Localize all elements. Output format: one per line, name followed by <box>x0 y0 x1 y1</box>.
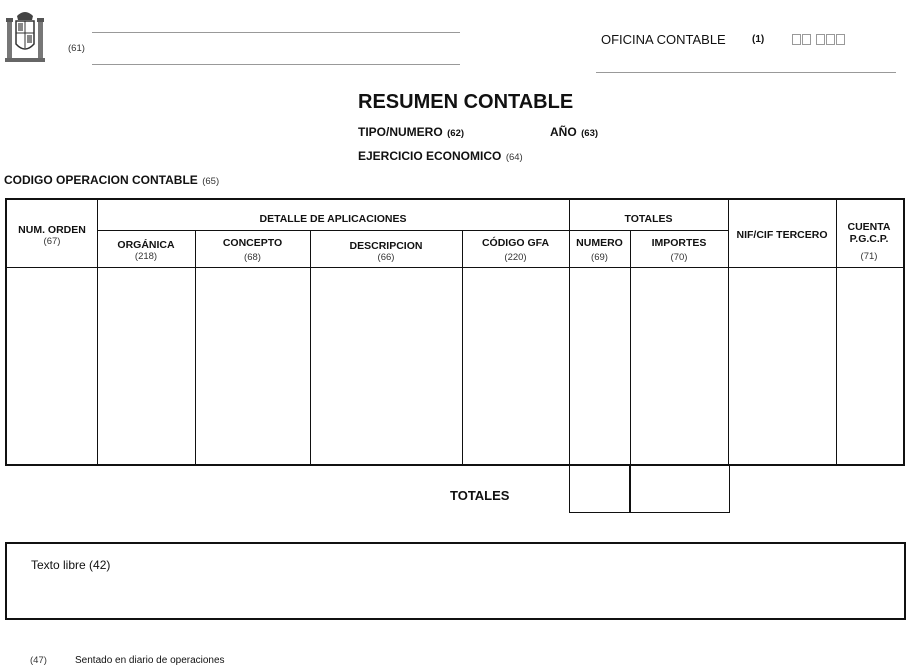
header-line-1 <box>92 32 460 33</box>
header-totales: TOTALES <box>624 213 673 225</box>
ejercicio-label: EJERCICIO ECONOMICO <box>358 149 502 163</box>
header-numero: NUMERO (69) <box>576 237 623 263</box>
header-cuenta: CUENTA P.G.C.P. (71) <box>847 221 891 262</box>
tipo-numero-label: TIPO/NUMERO <box>358 125 443 139</box>
header-descripcion: DESCRIPCION (66) <box>349 240 423 263</box>
header-sub-divider <box>97 230 728 231</box>
oficina-code-boxes[interactable] <box>792 32 846 50</box>
header-line-2 <box>92 64 460 65</box>
footer-ref: (47) <box>30 655 47 666</box>
ejercicio-ref: (64) <box>505 152 523 163</box>
totales-label: TOTALES <box>450 488 510 503</box>
footer-text: Sentado en diario de operaciones <box>75 655 225 666</box>
page-title: RESUMEN CONTABLE <box>358 91 574 113</box>
header-num-orden: NUM. ORDEN (67) <box>18 224 86 247</box>
codigo-operacion-label: CODIGO OPERACION CONTABLE <box>4 173 198 187</box>
oficina-line <box>596 72 896 73</box>
ejercicio-field <box>358 147 523 165</box>
header-organica: ORGÁNICA (218) <box>117 239 175 262</box>
codigo-operacion-field <box>4 171 219 189</box>
total-importes-cell[interactable] <box>629 464 730 513</box>
anio-ref: (63) <box>581 128 599 139</box>
header-concepto: CONCEPTO (68) <box>222 237 283 263</box>
coat-of-arms-logo <box>5 8 45 66</box>
oficina-ref: (1) <box>752 34 765 45</box>
header-importes: IMPORTES (70) <box>651 237 707 263</box>
header-bottom-divider <box>7 267 903 268</box>
texto-libre-box[interactable] <box>5 542 906 620</box>
col-divider <box>462 231 463 464</box>
anio-label: AÑO <box>550 125 577 139</box>
col-divider <box>195 231 196 464</box>
texto-libre-label: Texto libre (42) <box>31 558 111 572</box>
col-divider <box>310 231 311 464</box>
tipo-numero-field <box>358 123 464 141</box>
col-divider <box>630 231 631 464</box>
codigo-operacion-ref: (65) <box>202 176 220 187</box>
tipo-numero-ref: (62) <box>447 128 465 139</box>
header-codigo-gfa: CÓDIGO GFA (220) <box>481 237 550 263</box>
header-nif: NIF/CIF TERCERO <box>736 229 828 241</box>
anio-field <box>550 123 598 141</box>
accounting-table <box>5 198 905 466</box>
total-numero-cell[interactable] <box>569 464 631 513</box>
oficina-contable-label: OFICINA CONTABLE <box>601 32 726 47</box>
ref-61: (61) <box>68 43 85 54</box>
header-detalle: DETALLE DE APLICACIONES <box>259 213 407 225</box>
